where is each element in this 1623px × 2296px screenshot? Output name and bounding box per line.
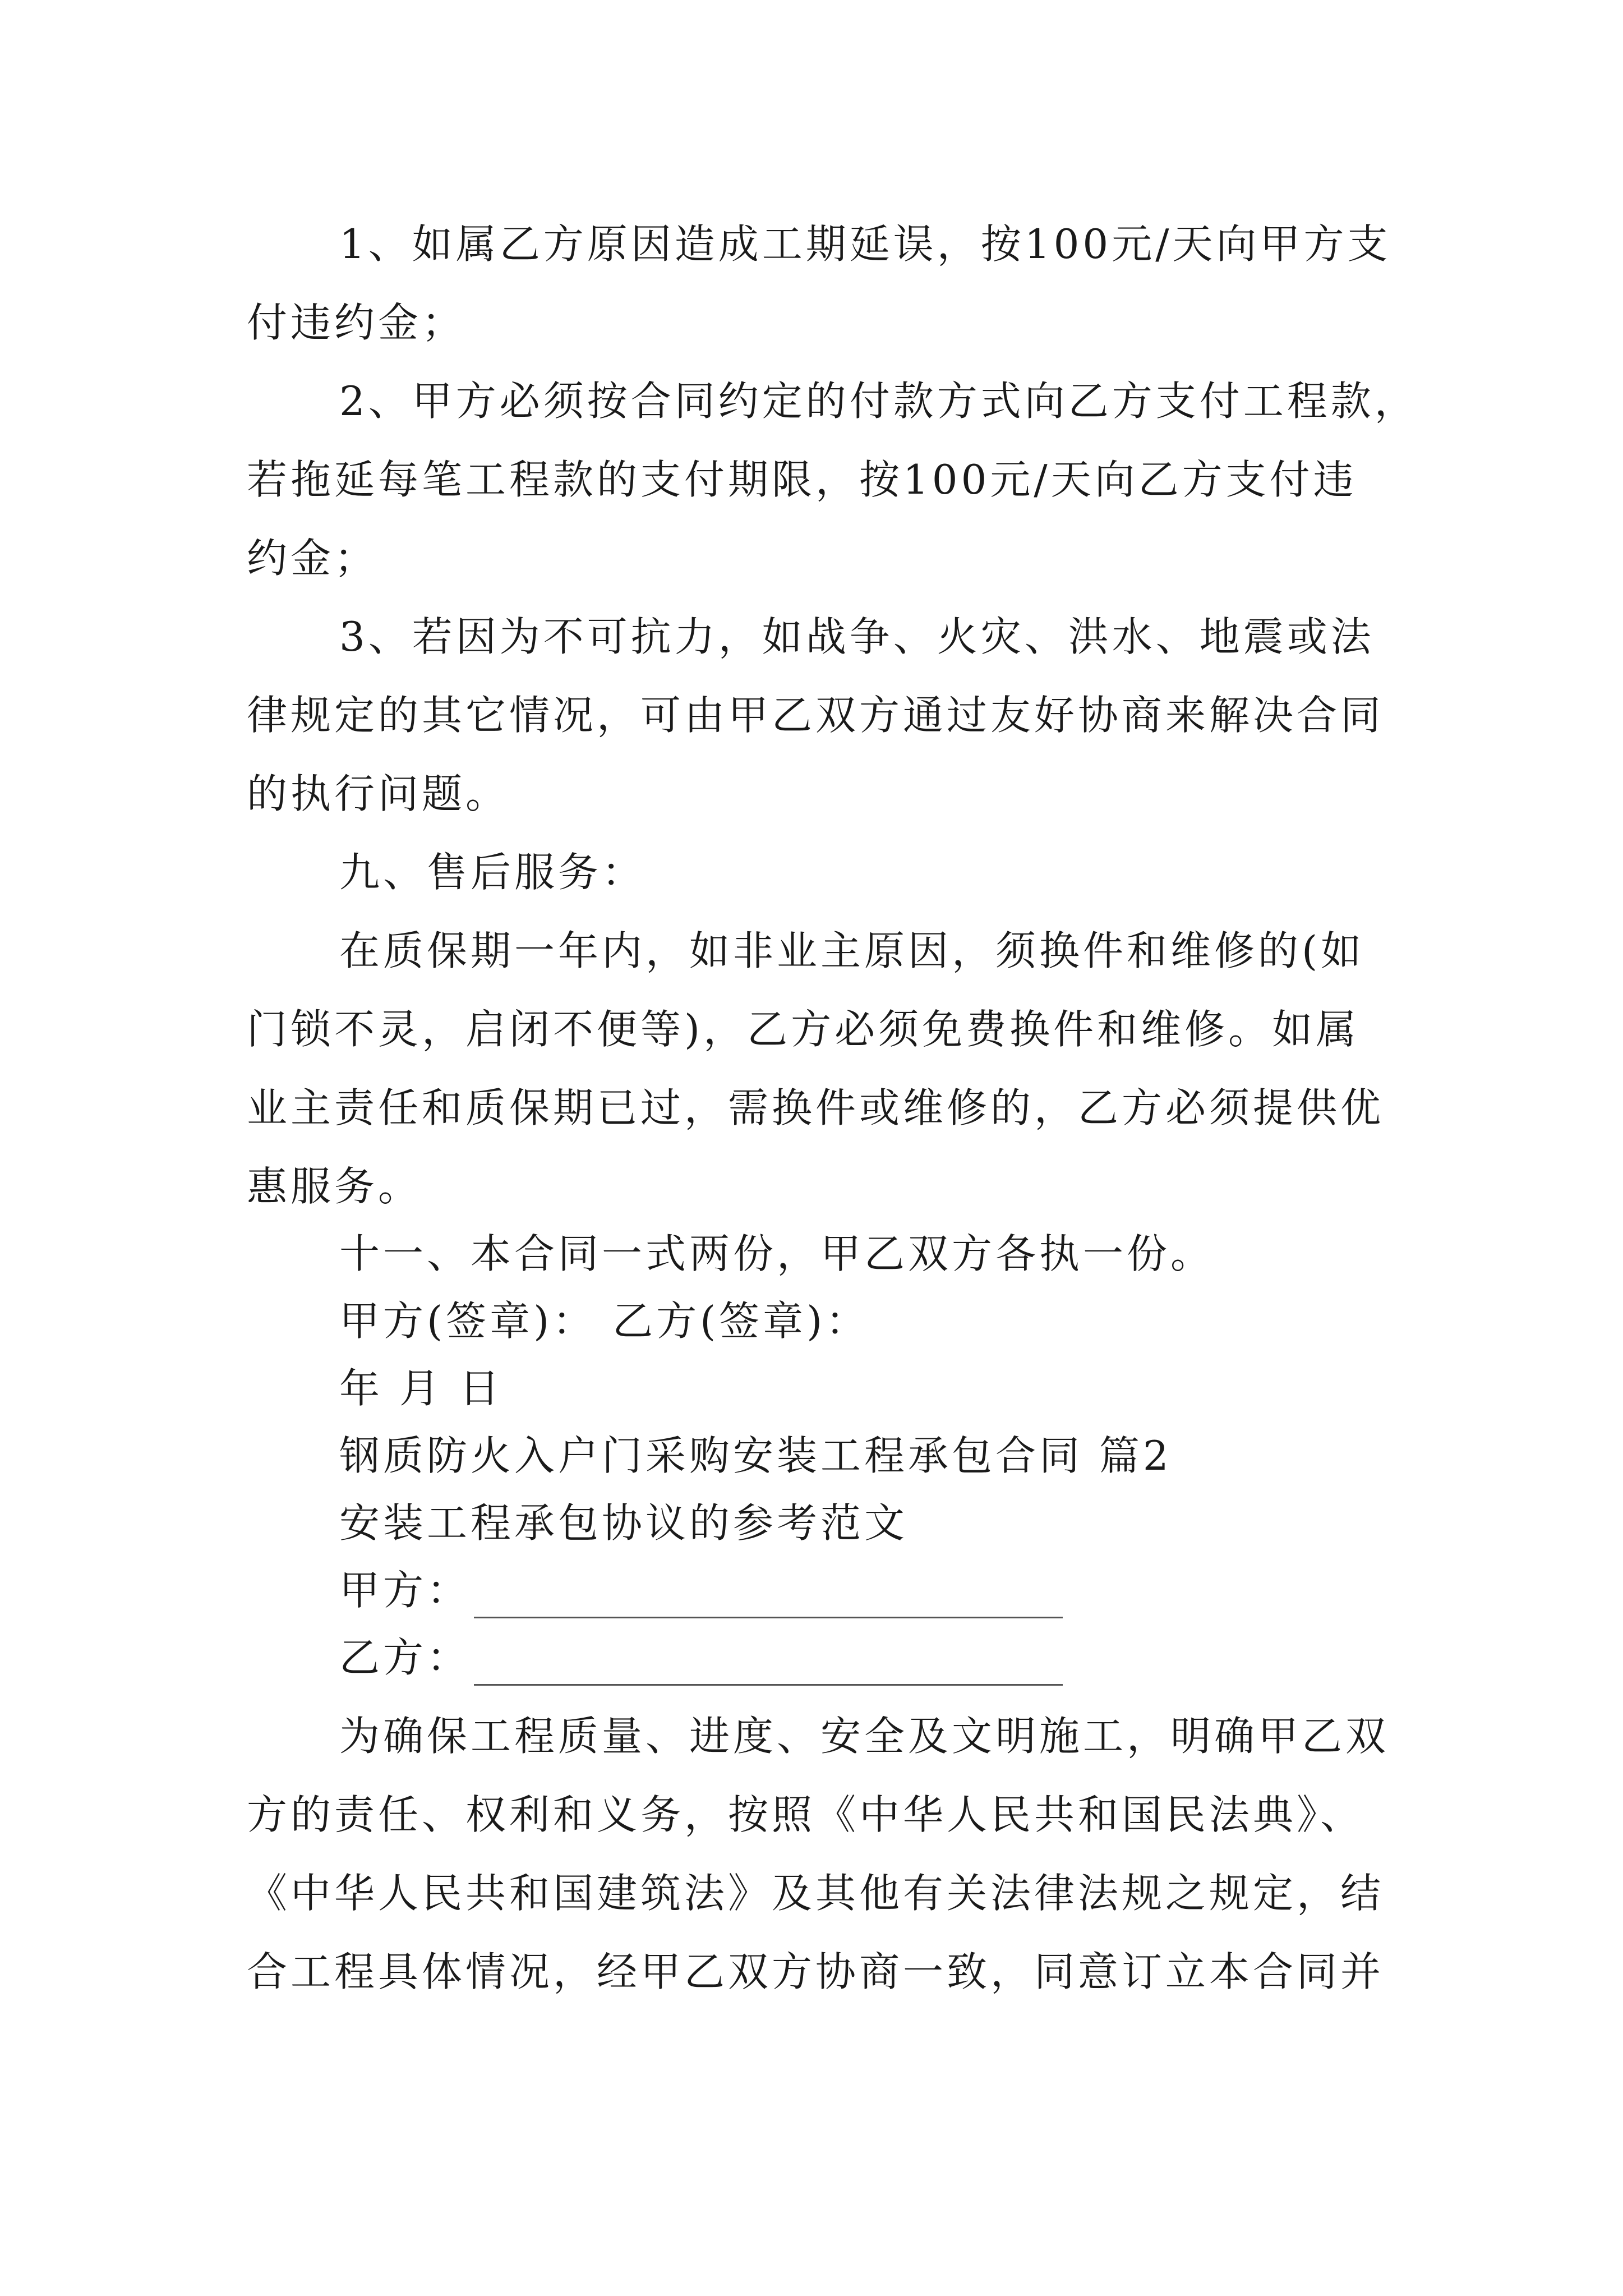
text-line: 为确保工程质量、进度、安全及文明施工，明确甲乙双 (339, 1713, 1390, 1760)
party-b-blank (474, 1645, 1063, 1686)
text-line: 律规定的其它情况，可由甲乙双方通过友好协商来解决合同 (247, 692, 1385, 739)
text-line: 《中华人民共和国建筑法》及其他有关法律法规之规定，结 (247, 1870, 1385, 1917)
text-line: 3、若因为不可抗力，如战争、火灾、洪水、地震或法 (339, 613, 1375, 660)
document-subtitle: 安装工程承包协议的参考范文 (339, 1499, 909, 1547)
text-line: 方的责任、权利和义务，按照《中华人民共和国民法典》、 (247, 1791, 1364, 1838)
text-line: 合工程具体情况，经甲乙双方协商一致，同意订立本合同并 (247, 1948, 1385, 1995)
text-line: 2、甲方必须按合同约定的付款方式向乙方支付工程款， (339, 378, 1418, 425)
party-b-field (339, 1630, 1063, 1686)
party-b-label: 乙方： (339, 1634, 471, 1681)
text-line: 的执行问题。 (247, 770, 510, 817)
section-heading: 九、售后服务： (339, 849, 646, 896)
date-line: 年 月 日 (339, 1365, 503, 1412)
text-line: 惠服务。 (247, 1163, 422, 1210)
text-line: 十一、本合同一式两份，甲乙双方各执一份。 (339, 1230, 1215, 1277)
text-line: 1、如属乙方原因造成工期延误，按100元/天向甲方支 (339, 220, 1391, 268)
text-line: 约金； (247, 535, 379, 582)
text-line: 付违约金； (247, 299, 466, 346)
text-line: 门锁不灵，启闭不便等)，乙方必须免费换件和维修。如属 (247, 1006, 1360, 1053)
party-a-field (339, 1562, 1063, 1618)
text-line: 若拖延每笔工程款的支付期限，按100元/天向乙方支付违 (247, 456, 1357, 503)
party-a-blank (474, 1577, 1063, 1618)
text-line: 在质保期一年内，如非业主原因，须换件和维修的(如 (339, 927, 1365, 974)
signature-line: 甲方(签章)： 乙方(签章)： (339, 1297, 870, 1345)
document-title: 钢质防火入户门采购安装工程承包合同 篇2 (339, 1432, 1172, 1479)
party-a-label: 甲方： (339, 1567, 471, 1614)
text-line: 业主责任和质保期已过，需换件或维修的，乙方必须提供优 (247, 1084, 1385, 1131)
